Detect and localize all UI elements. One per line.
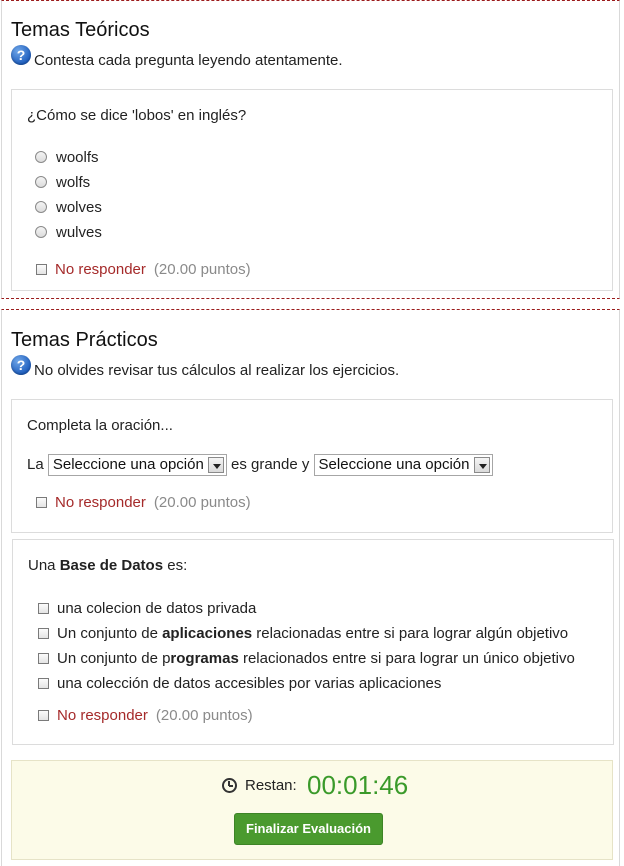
checkbox[interactable] xyxy=(38,653,49,664)
timer-panel xyxy=(11,760,613,860)
option-label: Un conjunto de p xyxy=(57,650,171,667)
option-select-2[interactable] xyxy=(314,454,493,476)
option-radio[interactable] xyxy=(35,199,102,216)
sentence-prefix: La xyxy=(27,455,44,473)
question-text-bold: Base de Datos xyxy=(59,557,164,574)
question-text-pre: Una xyxy=(28,557,60,574)
chevron-down-icon[interactable] xyxy=(208,457,224,473)
radio-button[interactable] xyxy=(35,226,47,238)
option-label: wolves xyxy=(56,199,102,216)
timer-label: Restan: xyxy=(245,777,297,794)
question-card xyxy=(11,89,613,291)
option-label-bold: rogramas xyxy=(170,650,239,667)
question-text: Completa la oración... xyxy=(27,417,173,434)
finalize-evaluation-button[interactable]: Finalizar Evaluación xyxy=(234,813,383,845)
checkbox[interactable] xyxy=(38,678,49,689)
timer-value: 00:01:46 xyxy=(307,770,409,800)
section-instruction: No olvides revisar tus cálculos al realizar los ejercicios. xyxy=(34,362,400,379)
no-answer-option[interactable] xyxy=(36,494,251,511)
option-label: wulves xyxy=(56,224,102,241)
question-card xyxy=(12,539,614,745)
option-checkbox[interactable] xyxy=(38,650,575,667)
points-label: (20.00 puntos) xyxy=(155,707,253,724)
no-answer-label: No responder xyxy=(57,707,148,724)
question-text-post: es: xyxy=(163,557,188,574)
points-label: (20.00 puntos) xyxy=(153,494,251,511)
help-icon: ? xyxy=(11,45,31,65)
option-checkbox[interactable] xyxy=(38,625,568,642)
no-answer-checkbox[interactable] xyxy=(36,497,47,508)
question-text xyxy=(28,557,187,574)
no-answer-option[interactable] xyxy=(38,707,253,724)
clock-icon xyxy=(222,778,237,793)
no-answer-label: No responder xyxy=(55,261,146,278)
no-answer-checkbox[interactable] xyxy=(36,264,47,275)
option-label: Un conjunto de xyxy=(57,625,163,642)
option-radio[interactable] xyxy=(35,224,102,241)
question-card xyxy=(11,399,613,533)
option-label: woolfs xyxy=(56,149,99,166)
option-checkbox[interactable] xyxy=(38,600,256,617)
points-label: (20.00 puntos) xyxy=(153,261,251,278)
no-answer-label: No responder xyxy=(55,494,146,511)
no-answer-checkbox[interactable] xyxy=(38,710,49,721)
fill-sentence xyxy=(27,454,493,476)
section-title: Temas Prácticos xyxy=(11,329,158,351)
option-label-bold: aplicaciones xyxy=(162,625,253,642)
checkbox[interactable] xyxy=(38,603,49,614)
option-label-post: relacionadas entre si para lograr algún objetivo xyxy=(252,625,569,642)
checkbox[interactable] xyxy=(38,628,49,639)
section-temas-teoricos xyxy=(1,0,620,299)
option-radio[interactable] xyxy=(35,174,90,191)
no-answer-option[interactable] xyxy=(36,261,251,278)
option-select-1[interactable] xyxy=(48,454,227,476)
option-label: una colecion de datos privada xyxy=(57,600,257,617)
section-title: Temas Teóricos xyxy=(11,19,150,41)
option-label-post: relacionados entre si para lograr un único objetivo xyxy=(238,650,575,667)
option-radio[interactable] xyxy=(35,149,99,166)
radio-button[interactable] xyxy=(35,151,47,163)
select-value: Seleccione una opción xyxy=(52,456,204,473)
sentence-middle: es grande y xyxy=(230,455,310,473)
section-instruction: Contesta cada pregunta leyendo atentamente. xyxy=(34,52,343,69)
option-checkbox[interactable] xyxy=(38,675,441,692)
select-value: Seleccione una opción xyxy=(318,456,470,473)
help-icon: ? xyxy=(11,355,31,375)
radio-button[interactable] xyxy=(35,201,47,213)
chevron-down-icon[interactable] xyxy=(474,457,490,473)
option-label: una colección de datos accesibles por varias aplicaciones xyxy=(57,675,442,692)
question-text: ¿Cómo se dice 'lobos' en inglés? xyxy=(27,107,247,124)
option-label: wolfs xyxy=(56,174,91,191)
radio-button[interactable] xyxy=(35,176,47,188)
